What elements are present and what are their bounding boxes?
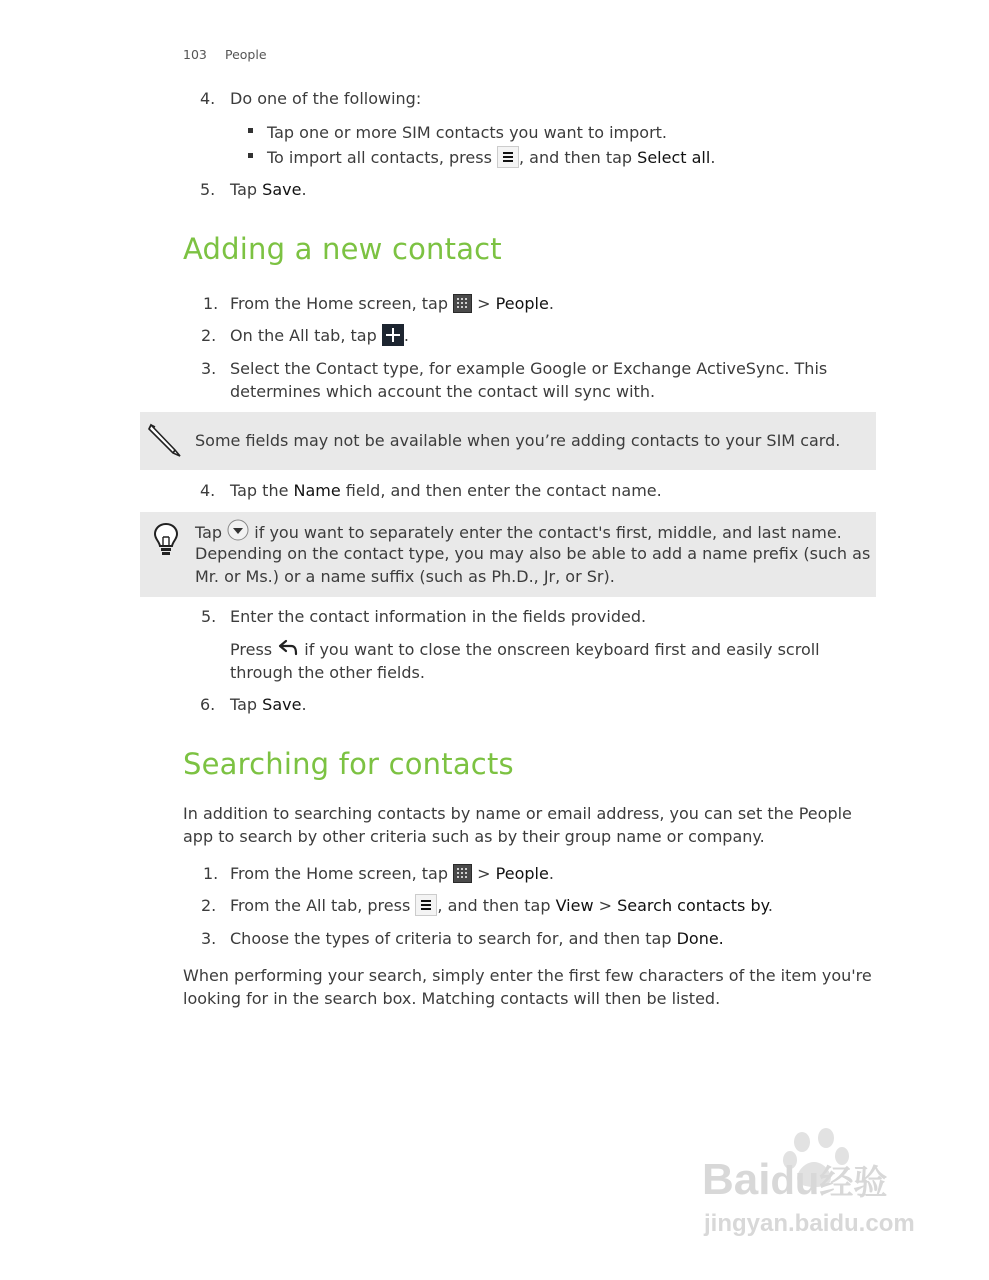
bullet-text: To import all contacts, press , and then tap Select all. xyxy=(267,148,716,167)
step-text: Enter the contact information in the fields provided. xyxy=(230,607,647,626)
bullet xyxy=(248,153,253,158)
step-text: Choose the types of criteria to search for, and then tap Done. xyxy=(230,929,724,948)
step-text: From the Home screen, tap > People. xyxy=(230,864,554,883)
step-number: 5. xyxy=(201,607,217,626)
step-number: 1. xyxy=(203,294,219,313)
page-section: People xyxy=(225,47,267,62)
pencil-icon xyxy=(147,421,183,459)
note-text: Some fields may not be available when you’re adding contacts to your SIM card. xyxy=(195,431,841,450)
section-heading: Searching for contacts xyxy=(183,747,514,781)
step-number: 2. xyxy=(201,326,217,345)
tip-box xyxy=(140,512,876,597)
step-number: 3. xyxy=(201,929,217,948)
step-number: 6. xyxy=(200,695,216,714)
step-text: From the Home screen, tap > People. xyxy=(230,294,554,313)
step-number: 4. xyxy=(200,481,216,500)
paragraph: When performing your search, simply enter the first few characters of the item you're xyxy=(183,966,872,985)
step-text: Tap Save. xyxy=(230,180,307,199)
lightbulb-icon xyxy=(153,522,179,558)
menu-icon xyxy=(415,894,437,916)
step-number: 1. xyxy=(203,864,219,883)
step-number: 5. xyxy=(200,180,216,199)
step-number: 2. xyxy=(201,896,217,915)
step-text: determines which account the contact will sync with. xyxy=(230,382,656,401)
page-number: 103 xyxy=(183,47,207,62)
paragraph: In addition to searching contacts by name or email address, you can set the People xyxy=(183,804,852,823)
apps-grid-icon xyxy=(453,294,472,313)
step-text: Tap the Name field, and then enter the contact name. xyxy=(230,481,662,500)
step-text: On the All tab, tap . xyxy=(230,326,409,345)
back-arrow-icon xyxy=(277,638,299,658)
expand-down-icon xyxy=(227,519,249,541)
tip-text: Mr. or Ms.) or a name suffix (such as Ph.D., Jr, or Sr). xyxy=(195,567,615,586)
bullet xyxy=(248,128,253,133)
tip-text: Depending on the contact type, you may also be able to add a name prefix (such as xyxy=(195,544,871,563)
add-plus-icon xyxy=(382,324,404,346)
apps-grid-icon xyxy=(453,864,472,883)
step-text: From the All tab, press , and then tap View > Search contacts by. xyxy=(230,896,773,915)
step-detail: Press if you want to close the onscreen keyboard first and easily scroll xyxy=(230,640,820,659)
menu-icon xyxy=(497,146,519,168)
paragraph: looking for in the search box. Matching contacts will then be listed. xyxy=(183,989,721,1008)
paragraph: app to search by other criteria such as by their group name or company. xyxy=(183,827,765,846)
tip-text: Tap if you want to separately enter the contact's first, middle, and last name. xyxy=(195,519,842,544)
step-text: Select the Contact type, for example Google or Exchange ActiveSync. This xyxy=(230,359,828,378)
step-text: Tap Save. xyxy=(230,695,307,714)
section-heading: Adding a new contact xyxy=(183,232,502,266)
note-box xyxy=(140,412,876,470)
step-number: 3. xyxy=(201,359,217,378)
step-detail: through the other fields. xyxy=(230,663,425,682)
bullet-text: Tap one or more SIM contacts you want to import. xyxy=(267,123,668,142)
step-text: Do one of the following: xyxy=(230,89,422,108)
step-number: 4. xyxy=(200,89,216,108)
